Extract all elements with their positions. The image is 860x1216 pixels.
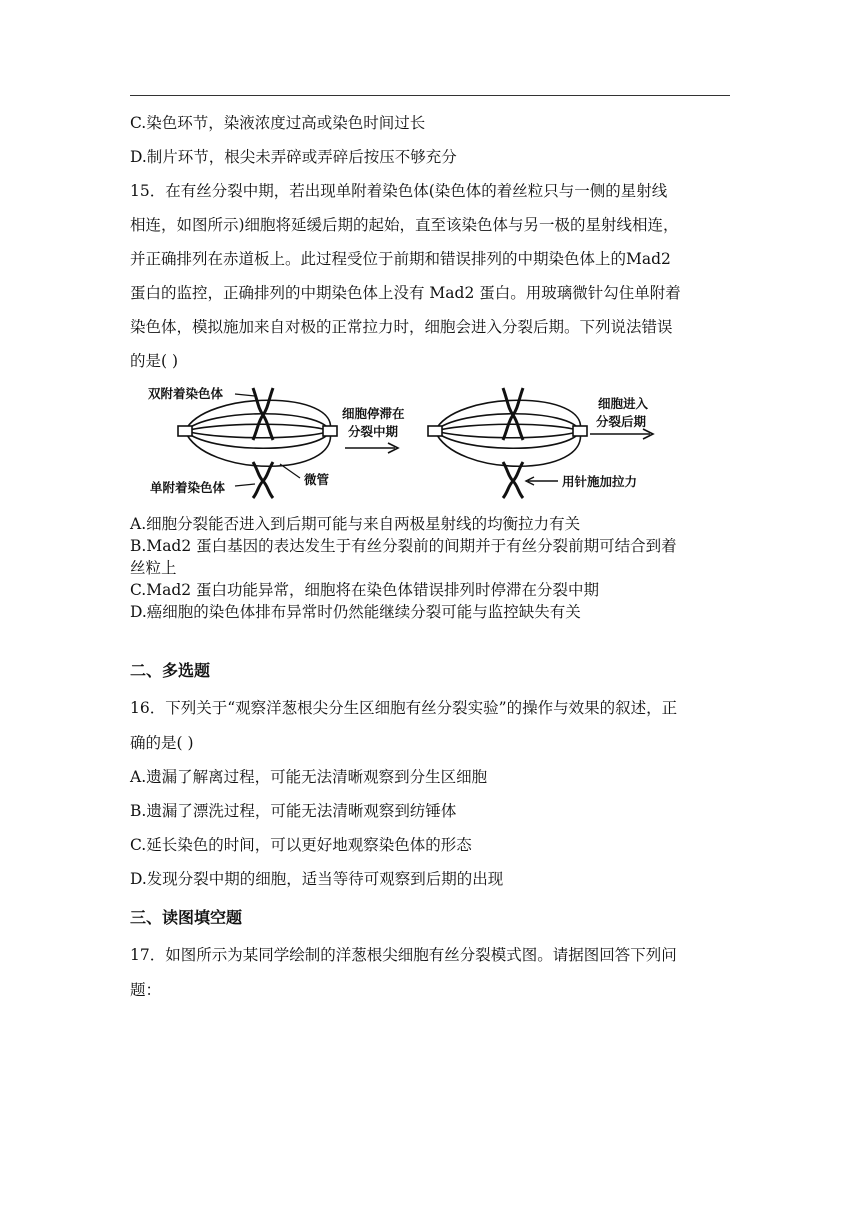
q15-option-d: D.癌细胞的染色体排布异常时仍然能继续分裂可能与监控缺失有关	[130, 603, 581, 621]
spindle-diagram	[130, 378, 690, 506]
section-title-multiple-choice: 二、多选题	[130, 661, 211, 680]
section-title-diagram-fill: 三、读图填空题	[130, 908, 243, 927]
label-double-attached: 双附着染色体	[148, 386, 224, 401]
q17-stem-line-1: 17．如图所示为某同学绘制的洋葱根尖细胞有丝分裂模式图。请据图回答下列问	[130, 946, 677, 964]
q15-option-b-line-1: B.Mad2 蛋白基因的表达发生于有丝分裂前的间期并于有丝分裂前期可结合到着	[130, 537, 677, 555]
q15-stem-line-6: 的是( )	[130, 352, 179, 370]
q15-figure	[130, 378, 690, 506]
q16-option-b: B.遗漏了漂洗过程，可能无法清晰观察到纺锤体	[130, 802, 457, 820]
label-microtubule: 微管	[304, 472, 330, 487]
q17-stem-line-2: 题：	[130, 981, 162, 999]
q14-option-c: C.染色环节，染液浓度过高或染色时间过长	[130, 114, 426, 132]
q15-stem-line-2: 相连，如图所示)细胞将延缓后期的起始，直至该染色体与另一极的星射线相连，	[130, 216, 679, 234]
q15-stem-line-5: 染色体，模拟施加来自对极的正常拉力时，细胞会进入分裂后期。下列说法错误	[130, 318, 673, 336]
q16-stem-line-2: 确的是( )	[130, 734, 194, 752]
label-needle: 用针施加拉力	[562, 474, 638, 489]
label-stall-1: 细胞停滞在	[342, 406, 405, 421]
label-stall-2: 分裂中期	[348, 424, 399, 439]
q15-option-c: C.Mad2 蛋白功能异常，细胞将在染色体错误排列时停滞在分裂中期	[130, 581, 600, 599]
label-single-attached: 单附着染色体	[150, 480, 226, 495]
q16-option-c: C.延长染色的时间，可以更好地观察染色体的形态	[130, 836, 472, 854]
q16-option-d: D.发现分裂中期的细胞，适当等待可观察到后期的出现	[130, 870, 504, 888]
q15-option-a: A.细胞分裂能否进入到后期可能与来自两极星射线的均衡拉力有关	[130, 515, 581, 533]
q14-option-d: D.制片环节，根尖未弄碎或弄碎后按压不够充分	[130, 148, 457, 166]
q16-stem-line-1: 16．下列关于“观察洋葱根尖分生区细胞有丝分裂实验”的操作与效果的叙述，正	[130, 699, 678, 717]
label-enter-1: 细胞进入	[598, 396, 649, 411]
q16-option-a: A.遗漏了解离过程，可能无法清晰观察到分生区细胞	[130, 768, 488, 786]
q15-option-b-line-2: 丝粒上	[130, 559, 177, 577]
header-rule	[130, 95, 730, 96]
label-enter-2: 分裂后期	[596, 414, 647, 429]
q15-stem-line-4: 蛋白的监控，正确排列的中期染色体上没有 Mad2 蛋白。用玻璃微针勾住单附着	[130, 284, 681, 302]
q15-stem-line-3: 并正确排列在赤道板上。此过程受位于前期和错误排列的中期染色体上的Mad2	[130, 250, 671, 268]
q15-stem-line-1: 15．在有丝分裂中期，若出现单附着染色体(染色体的着丝粒只与一侧的星射线	[130, 182, 668, 200]
